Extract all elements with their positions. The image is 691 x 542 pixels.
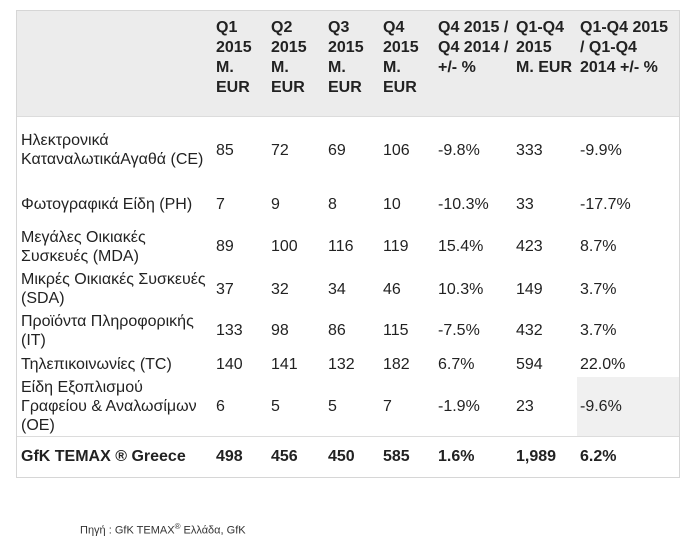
- total-year-change: 6.2%: [577, 436, 679, 476]
- table-body: [17, 116, 679, 476]
- cell-q1: 85: [216, 141, 234, 159]
- total-full-year: 1,989: [513, 436, 577, 476]
- row-label: Ηλεκτρονικά ΚαταναλωτικάΑγαθά (CE): [21, 132, 204, 169]
- table-header: [17, 11, 679, 116]
- cell-q2: 5: [271, 397, 280, 415]
- cell-year-change: 3.7%: [580, 280, 617, 298]
- cell-q2: 98: [271, 322, 289, 339]
- cell-q4: 10: [383, 195, 401, 213]
- cell-q1: 37: [216, 280, 234, 298]
- header-q1: Q1 2015 M. EUR: [213, 11, 268, 116]
- table-row: [17, 309, 679, 352]
- cell-year-change: 22.0%: [580, 356, 626, 373]
- table-row: [17, 116, 679, 184]
- cell-q4-change: 15.4%: [438, 238, 484, 255]
- table-row: [17, 377, 679, 436]
- total-row: [17, 436, 679, 476]
- table-row: [17, 224, 679, 269]
- cell-full-year: 33: [516, 195, 534, 213]
- table-row: [17, 269, 679, 309]
- header-full-year: Q1-Q4 2015 M. EUR: [513, 11, 577, 116]
- cell-q4-change: -1.9%: [438, 397, 480, 415]
- cell-year-change: 8.7%: [580, 238, 617, 255]
- cell-full-year: 23: [516, 397, 534, 415]
- total-label: GfK TEMAX ® Greece: [17, 436, 213, 476]
- cell-year-change: 3.7%: [580, 322, 617, 339]
- row-label: Προϊόντα Πληροφορικής (IT): [21, 312, 194, 349]
- cell-full-year: 432: [516, 322, 543, 339]
- cell-q1: 89: [216, 238, 234, 255]
- cell-q4-change: -9.8%: [438, 141, 480, 159]
- source-prefix: Πηγή : GfK TEMAX: [80, 524, 175, 537]
- cell-q4: 115: [383, 322, 409, 339]
- cell-q4: 119: [383, 238, 409, 255]
- cell-q3: 69: [328, 141, 346, 159]
- cell-q1: 6: [216, 397, 225, 415]
- cell-q3: 8: [328, 195, 337, 213]
- cell-q2: 141: [271, 356, 298, 373]
- cell-q4-change: -7.5%: [438, 322, 480, 339]
- cell-q4: 182: [383, 356, 410, 373]
- cell-q1: 140: [216, 356, 243, 373]
- cell-q3: 5: [328, 397, 337, 415]
- header-q2: Q2 2015 M. EUR: [268, 11, 325, 116]
- cell-q4-change: -10.3%: [438, 195, 489, 213]
- cell-q2: 72: [271, 141, 289, 159]
- cell-full-year: 594: [516, 356, 543, 373]
- row-label: Μεγάλες Οικιακές Συσκευές (MDA): [21, 228, 146, 265]
- cell-year-change: -9.6%: [577, 377, 679, 436]
- total-q4-change: 1.6%: [435, 436, 513, 476]
- total-q3: 450: [325, 436, 380, 476]
- row-label: Μικρές Οικιακές Συσκευές (SDA): [21, 271, 206, 307]
- source-caption: [80, 522, 246, 537]
- cell-full-year: 149: [516, 280, 543, 298]
- row-label: Φωτογραφικά Είδη (PH): [21, 195, 193, 213]
- cell-full-year: 333: [516, 141, 543, 159]
- cell-q4-change: 6.7%: [438, 356, 475, 373]
- cell-year-change: -9.9%: [580, 141, 622, 159]
- cell-q4-change: 10.3%: [438, 280, 484, 298]
- table-row: [17, 184, 679, 224]
- cell-q3: 116: [328, 238, 354, 255]
- cell-q4: 7: [383, 397, 392, 415]
- source-suffix: Ελλάδα, GfK: [180, 524, 246, 537]
- cell-q3: 86: [328, 322, 346, 339]
- header-q4-change: Q4 2015 / Q4 2014 / +/- %: [435, 11, 513, 116]
- header-q3: Q3 2015 M. EUR: [325, 11, 380, 116]
- cell-q3: 132: [328, 356, 355, 373]
- total-q2: 456: [268, 436, 325, 476]
- cell-q1: 133: [216, 322, 243, 339]
- cell-q3: 34: [328, 280, 346, 298]
- header-category: [17, 11, 213, 116]
- row-label: Τηλεπικοινωνίες (TC): [21, 356, 172, 373]
- total-q4: 585: [380, 436, 435, 476]
- cell-year-change: -17.7%: [580, 195, 631, 213]
- header-q4: Q4 2015 M. EUR: [380, 11, 435, 116]
- cell-q2: 32: [271, 280, 289, 298]
- cell-q4: 106: [383, 141, 410, 159]
- cell-q1: 7: [216, 195, 225, 213]
- header-row: [17, 11, 679, 116]
- market-results-table-container: [16, 10, 680, 478]
- cell-q2: 100: [271, 238, 298, 255]
- header-year-change: Q1-Q4 2015 / Q1-Q4 2014 +/- %: [577, 11, 679, 116]
- cell-q2: 9: [271, 195, 280, 213]
- row-label: Είδη Εξοπλισμού Γραφείου & Αναλωσίμων (OE): [21, 378, 197, 434]
- total-q1: 498: [213, 436, 268, 476]
- registered-mark: ®: [174, 522, 181, 531]
- cell-full-year: 423: [516, 238, 543, 255]
- cell-q4: 46: [383, 280, 401, 298]
- market-results-table: [17, 11, 679, 476]
- table-row: [17, 352, 679, 377]
